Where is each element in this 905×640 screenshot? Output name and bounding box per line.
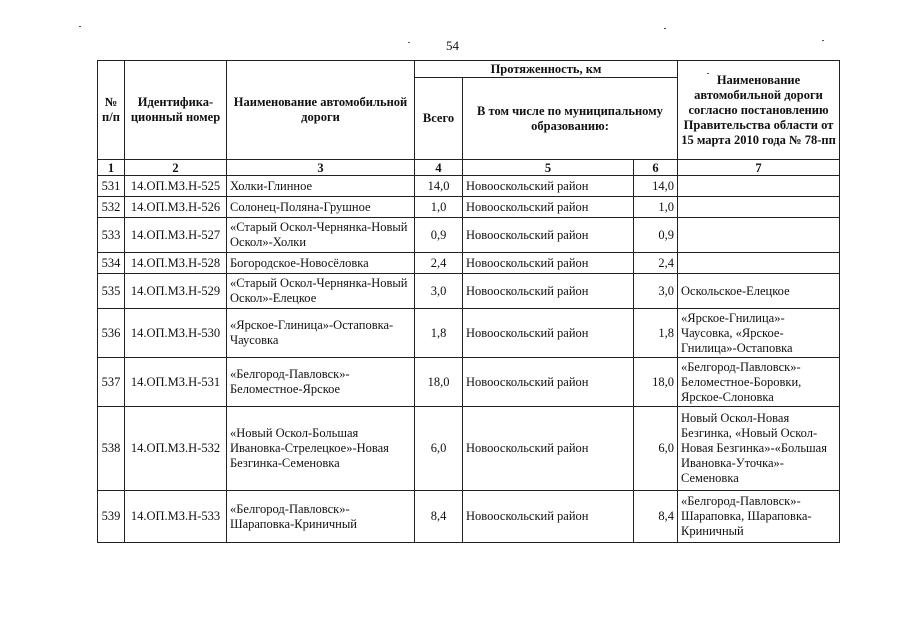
cell-name: Солонец-Поляна-Грушное <box>227 197 415 218</box>
table-row <box>98 253 840 274</box>
cell-resolution: «Ярское-Гнилица»-Чаусовка, «Ярское-Гнилица»-Остаповка <box>678 309 840 358</box>
scan-speck <box>79 26 81 27</box>
table-row <box>98 491 840 543</box>
cell-name: «Белгород-Павловск»-Шараповка-Криничный <box>227 491 415 543</box>
cell-resolution <box>678 218 840 253</box>
cell-num: 531 <box>98 176 125 197</box>
column-index: 6 <box>634 160 678 176</box>
cell-mun-length: 1,0 <box>634 197 678 218</box>
cell-resolution: «Белгород-Павловск»-Беломестное-Боровки, Ярское-Слоновка <box>678 358 840 407</box>
table-row <box>98 358 840 407</box>
cell-name: Холки-Глинное <box>227 176 415 197</box>
cell-total: 1,0 <box>415 197 463 218</box>
header-resolution: Наименование автомобильной дороги согласно постановлению Правительства области от 15 марта 2010 года № 78-пп <box>678 61 840 160</box>
cell-name: «Старый Оскол-Чернянка-Новый Оскол»-Елецкое <box>227 274 415 309</box>
cell-municipality: Новооскольский район <box>463 309 634 358</box>
cell-num: 536 <box>98 309 125 358</box>
cell-municipality: Новооскольский район <box>463 176 634 197</box>
roads-table <box>97 60 840 543</box>
scan-speck <box>664 28 666 29</box>
column-index: 1 <box>98 160 125 176</box>
header-id: Идентифика-ционный номер <box>125 61 227 160</box>
cell-municipality: Новооскольский район <box>463 358 634 407</box>
cell-name: «Белгород-Павловск»-Беломестное-Ярское <box>227 358 415 407</box>
cell-id: 14.ОП.МЗ.Н-532 <box>125 407 227 491</box>
cell-total: 8,4 <box>415 491 463 543</box>
column-index: 7 <box>678 160 840 176</box>
table-row <box>98 309 840 358</box>
cell-municipality: Новооскольский район <box>463 491 634 543</box>
column-index: 4 <box>415 160 463 176</box>
cell-mun-length: 14,0 <box>634 176 678 197</box>
cell-resolution: «Белгород-Павловск»-Шараповка, Шараповка-Криничный <box>678 491 840 543</box>
header-name: Наименование автомобильной дороги <box>227 61 415 160</box>
cell-name: «Новый Оскол-Большая Ивановка-Стрелецкое»-Новая Безгинка-Семеновка <box>227 407 415 491</box>
cell-id: 14.ОП.МЗ.Н-528 <box>125 253 227 274</box>
cell-name: «Ярское-Глиница»-Остаповка-Чаусовка <box>227 309 415 358</box>
cell-municipality: Новооскольский район <box>463 218 634 253</box>
cell-total: 18,0 <box>415 358 463 407</box>
header-num: № п/п <box>98 61 125 160</box>
cell-num: 538 <box>98 407 125 491</box>
cell-name: Богородское-Новосёловка <box>227 253 415 274</box>
cell-mun-length: 2,4 <box>634 253 678 274</box>
page-number: 54 <box>446 38 459 53</box>
cell-resolution <box>678 197 840 218</box>
cell-mun-length: 6,0 <box>634 407 678 491</box>
table-row <box>98 176 840 197</box>
cell-municipality: Новооскольский район <box>463 253 634 274</box>
column-index: 5 <box>463 160 634 176</box>
cell-total: 3,0 <box>415 274 463 309</box>
cell-id: 14.ОП.МЗ.Н-533 <box>125 491 227 543</box>
cell-total: 6,0 <box>415 407 463 491</box>
cell-municipality: Новооскольский район <box>463 274 634 309</box>
cell-id: 14.ОП.МЗ.Н-530 <box>125 309 227 358</box>
column-index: 2 <box>125 160 227 176</box>
cell-id: 14.ОП.МЗ.Н-526 <box>125 197 227 218</box>
table-row <box>98 274 840 309</box>
column-index: 3 <box>227 160 415 176</box>
cell-mun-length: 8,4 <box>634 491 678 543</box>
cell-num: 533 <box>98 218 125 253</box>
header-length-group: Протяженность, км <box>415 61 678 78</box>
cell-num: 532 <box>98 197 125 218</box>
cell-total: 0,9 <box>415 218 463 253</box>
cell-num: 537 <box>98 358 125 407</box>
cell-total: 1,8 <box>415 309 463 358</box>
header-total: Всего <box>415 78 463 160</box>
cell-mun-length: 1,8 <box>634 309 678 358</box>
cell-num: 535 <box>98 274 125 309</box>
table-row <box>98 218 840 253</box>
cell-id: 14.ОП.МЗ.Н-531 <box>125 358 227 407</box>
cell-resolution: Оскольское-Елецкое <box>678 274 840 309</box>
cell-total: 2,4 <box>415 253 463 274</box>
cell-municipality: Новооскольский район <box>463 407 634 491</box>
cell-resolution <box>678 176 840 197</box>
cell-mun-length: 3,0 <box>634 274 678 309</box>
cell-municipality: Новооскольский район <box>463 197 634 218</box>
table-row <box>98 197 840 218</box>
cell-mun-length: 0,9 <box>634 218 678 253</box>
cell-id: 14.ОП.МЗ.Н-525 <box>125 176 227 197</box>
cell-id: 14.ОП.МЗ.Н-527 <box>125 218 227 253</box>
cell-num: 539 <box>98 491 125 543</box>
cell-total: 14,0 <box>415 176 463 197</box>
cell-name: «Старый Оскол-Чернянка-Новый Оскол»-Холки <box>227 218 415 253</box>
cell-num: 534 <box>98 253 125 274</box>
cell-id: 14.ОП.МЗ.Н-529 <box>125 274 227 309</box>
cell-resolution: Новый Оскол-Новая Безгинка, «Новый Оскол-Новая Безгинка»-«Большая Ивановка-Уточка»-Семеновка <box>678 407 840 491</box>
cell-mun-length: 18,0 <box>634 358 678 407</box>
cell-resolution <box>678 253 840 274</box>
header-incl: В том числе по муниципальному образованию: <box>463 78 678 160</box>
table-row <box>98 407 840 491</box>
